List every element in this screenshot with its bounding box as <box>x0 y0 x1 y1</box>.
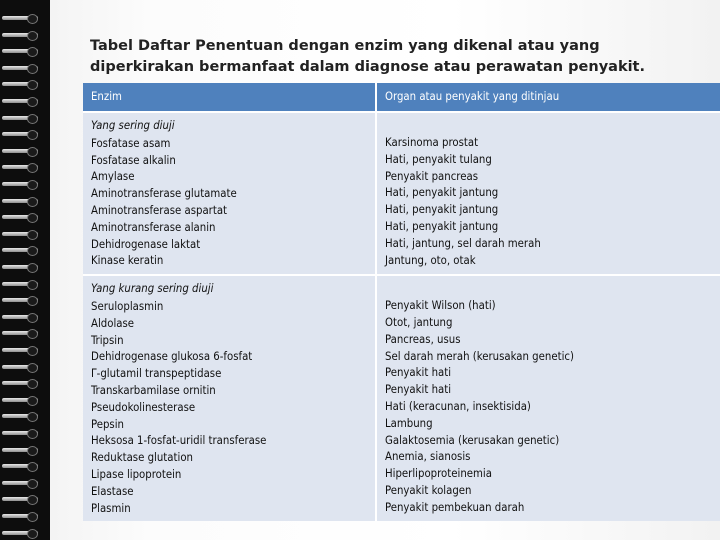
enzyme-item: Γ-glutamil transpeptidase <box>91 367 222 381</box>
enzyme-item: Pepsin <box>91 417 124 431</box>
organ-item: Penyakit pembekuan darah <box>385 500 525 514</box>
group-label: Yang sering diuji <box>91 119 175 132</box>
organ-item: Sel darah merah (kerusakan genetic) <box>385 349 574 363</box>
header-organ: Organ atau penyakit yang ditinjau <box>377 83 720 111</box>
organ-item: Hiperlipoproteinemia <box>385 467 492 481</box>
binding-ring <box>2 344 46 356</box>
organ-item: Hati, penyakit tulang <box>385 152 492 166</box>
group-label: Yang kurang sering diuji <box>91 282 214 296</box>
header-enzim: Enzim <box>83 83 377 111</box>
spiral-binding-icon <box>0 0 50 540</box>
binding-ring <box>2 29 46 41</box>
binding-ring <box>2 128 46 140</box>
enzyme-item: Fosfatase asam <box>91 136 171 150</box>
organ-item: Hati, jantung, sel darah merah <box>385 236 541 250</box>
enzyme-item: Transkarbamilase ornitin <box>91 383 216 397</box>
binding-ring <box>2 211 46 223</box>
enzyme-item: Tripsin <box>91 333 124 347</box>
enzyme-item: Dehidrogenase laktat <box>91 237 201 251</box>
binding-ring <box>2 45 46 57</box>
binding-ring <box>2 178 46 190</box>
binding-ring <box>2 394 46 406</box>
enzyme-item: Seruloplasmin <box>91 299 164 313</box>
enzyme-item: Aminotransferase glutamate <box>91 187 237 201</box>
binding-ring <box>2 427 46 439</box>
binding-ring <box>2 527 46 539</box>
enzyme-item: Lipase lipoprotein <box>91 467 182 481</box>
binding-ring <box>2 95 46 107</box>
binding-ring <box>2 261 46 273</box>
binding-ring <box>2 493 46 505</box>
binding-ring <box>2 112 46 124</box>
organ-item: Penyakit hati <box>385 383 452 397</box>
binding-ring <box>2 78 46 90</box>
binding-ring <box>2 460 46 472</box>
table-row-frequent <box>83 111 720 274</box>
organ-item: Penyakit pancreas <box>385 169 479 183</box>
enzyme-item: Pseudokolinesterase <box>91 400 196 414</box>
binding-ring <box>2 145 46 157</box>
organ-item: Penyakit kolagen <box>385 483 472 497</box>
binding-ring <box>2 195 46 207</box>
organ-item: Hati, penyakit jantung <box>385 186 499 200</box>
organ-item: Penyakit Wilson (hati) <box>385 299 496 313</box>
organ-item: Hati, penyakit jantung <box>385 203 499 217</box>
organ-item: Otot, jantung <box>385 315 453 329</box>
binding-ring <box>2 161 46 173</box>
organ-item: Jantung, oto, otak <box>385 253 476 267</box>
binding-ring <box>2 62 46 74</box>
enzyme-item: Plasmin <box>91 501 131 515</box>
organ-item: Hati, penyakit jantung <box>385 219 499 233</box>
organ-item: Pancreas, usus <box>385 332 461 346</box>
binding-ring <box>2 410 46 422</box>
organ-cell <box>377 111 720 274</box>
table-row-less-frequent <box>83 274 720 521</box>
binding-ring <box>2 294 46 306</box>
binding-ring <box>2 311 46 323</box>
binding-ring <box>2 244 46 256</box>
enzyme-cell <box>83 274 377 521</box>
enzyme-item: Aminotransferase aspartat <box>91 203 228 217</box>
binding-ring <box>2 228 46 240</box>
organ-item: Penyakit hati <box>385 366 452 380</box>
binding-ring <box>2 361 46 373</box>
enzyme-item: Heksosa 1-fosfat-uridil transferase <box>91 434 267 448</box>
enzyme-item: Fosfatase alkalin <box>91 153 176 167</box>
table-header-row <box>83 83 720 111</box>
enzyme-item: Amylase <box>91 170 135 184</box>
enzyme-table <box>83 83 720 521</box>
binding-ring <box>2 377 46 389</box>
binding-ring <box>2 510 46 522</box>
binding-ring <box>2 278 46 290</box>
organ-item: Anemia, sianosis <box>385 450 471 464</box>
organ-item: Lambung <box>385 416 433 430</box>
page-title: Tabel Daftar Penentuan dengan enzim yang dikenal atau yang diperkirakan bermanfaat dalam diagnose atau perawatan penyakit. <box>90 38 646 75</box>
enzyme-cell <box>83 111 377 274</box>
enzyme-item: Aldolase <box>91 316 135 330</box>
organ-cell <box>377 274 720 521</box>
enzyme-item: Dehidrogenase glukosa 6-fosfat <box>91 350 253 364</box>
notebook-page <box>50 0 720 540</box>
binding-ring <box>2 12 46 24</box>
enzyme-item: Kinase keratin <box>91 254 164 268</box>
binding-ring <box>2 444 46 456</box>
organ-item: Hati (keracunan, insektisida) <box>385 399 531 413</box>
enzyme-item: Reduktase glutation <box>91 451 193 465</box>
binding-ring <box>2 327 46 339</box>
organ-item: Galaktosemia (kerusakan genetic) <box>385 433 560 447</box>
enzyme-item: Elastase <box>91 484 134 498</box>
enzyme-item: Aminotransferase alanin <box>91 220 216 234</box>
organ-item: Karsinoma prostat <box>385 136 479 149</box>
binding-ring <box>2 477 46 489</box>
